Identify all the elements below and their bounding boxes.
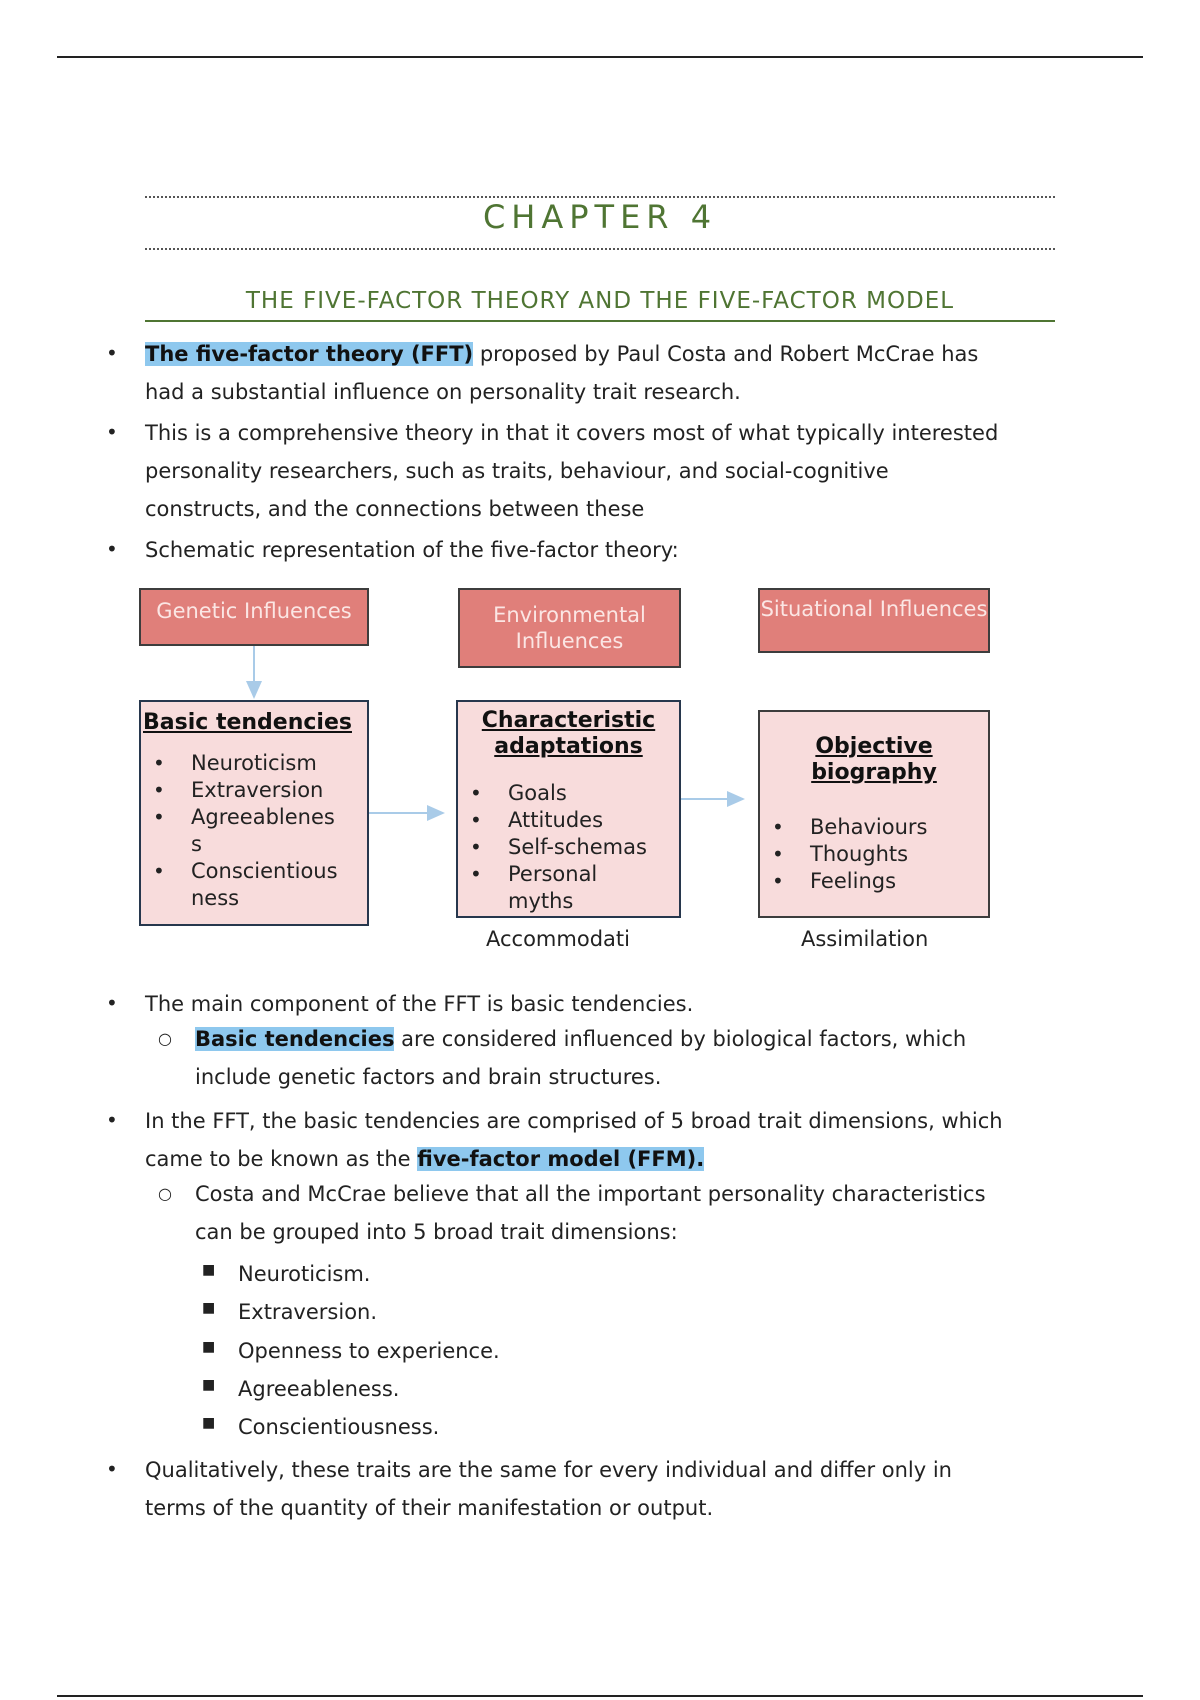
bullet-marker: • [106, 537, 118, 561]
environmental-influences-label: Environmental Influences [493, 603, 646, 653]
characteristic-adaptations-title: Characteristic adaptations [481, 708, 656, 759]
body-b3-line2: terms of the quantity of their manifestation or output. [145, 1496, 714, 1520]
bullet-marker: • [106, 420, 118, 444]
ffm-highlight: five-factor model (FFM). [417, 1147, 705, 1171]
intro-p1-line2: had a substantial influence on personality trait research. [145, 380, 741, 404]
body-sub-bullet-2 [195, 1175, 986, 1251]
square-bullet-marker: ■ [202, 1339, 216, 1355]
characteristic-adaptations-box [456, 700, 681, 918]
fft-highlight: The five-factor theory (FFT) [145, 342, 474, 366]
body-sub1-line2: include genetic factors and brain structures. [195, 1065, 662, 1089]
list-item: • Feelings [760, 868, 988, 895]
basic-tendencies-box [139, 700, 369, 926]
list-item: • Conscientious ness [141, 858, 341, 912]
list-item: • Goals [458, 780, 679, 807]
body-b2-line1: In the FFT, the basic tendencies are comprised of 5 broad trait dimensions, which [145, 1109, 1003, 1133]
body-sub2-line1: Costa and McCrae believe that all the important personality characteristics [195, 1182, 986, 1206]
bullet-marker: • [106, 341, 118, 365]
intro-paragraph-3: Schematic representation of the five-factor theory: [145, 538, 679, 562]
list-item: • Extraversion [141, 777, 367, 804]
chapter-heading: CHAPTER 4 [482, 198, 718, 236]
list-item: • Thoughts [760, 841, 988, 868]
assimilation-caption: Assimilation [801, 927, 929, 951]
bullet-marker: • [106, 1457, 118, 1481]
list-item: • Agreeablenes s [141, 804, 341, 858]
genetic-influences-label: Genetic Influences [156, 599, 352, 623]
basic-tendencies-highlight: Basic tendencies [195, 1027, 395, 1051]
square-bullet-marker: ■ [202, 1262, 216, 1278]
accommodation-caption: Accommodati [486, 927, 630, 951]
trait-item: Openness to experience. [238, 1339, 500, 1363]
list-item: • Self-schemas [458, 834, 679, 861]
trait-item: Extraversion. [238, 1300, 378, 1324]
list-item: • Behaviours [760, 814, 988, 841]
characteristic-adaptations-list [458, 780, 679, 915]
intro-p2-line1: This is a comprehensive theory in that it covers most of what typically interested [145, 421, 999, 445]
situational-influences-label: Situational Influences [760, 597, 988, 621]
body-sub-bullet-1 [195, 1020, 966, 1096]
body-b2-line2: came to be known as the [145, 1147, 418, 1171]
objective-biography-title: Objective biography [811, 734, 937, 785]
bullet-marker: • [106, 1108, 118, 1132]
page-bottom-rule [57, 1695, 1143, 1697]
sub-bullet-marker: ○ [158, 1029, 172, 1048]
square-bullet-marker: ■ [202, 1415, 216, 1431]
body-bullet-1: The main component of the FFT is basic tendencies. [145, 992, 694, 1016]
intro-p1-text: proposed by Paul Costa and Robert McCrae has [473, 342, 979, 366]
trait-item: Agreeableness. [238, 1377, 400, 1401]
bullet-marker: • [106, 991, 118, 1015]
list-item: • Neuroticism [141, 750, 367, 777]
list-item: • Attitudes [458, 807, 679, 834]
trait-item: Neuroticism. [238, 1262, 371, 1286]
basic-tendencies-list [141, 750, 367, 912]
list-item: • Personal myths [458, 861, 628, 915]
square-bullet-marker: ■ [202, 1300, 216, 1316]
body-bullet-3 [145, 1451, 952, 1527]
intro-p2-line3: constructs, and the connections between these [145, 497, 645, 521]
sub-bullet-marker: ○ [158, 1184, 172, 1203]
square-bullet-marker: ■ [202, 1377, 216, 1393]
body-sub1-text: are considered influenced by biological factors, which [394, 1027, 967, 1051]
objective-biography-list [760, 814, 988, 895]
body-bullet-2 [145, 1102, 1003, 1178]
objective-biography-box [758, 710, 990, 918]
basic-tendencies-title: Basic tendencies [143, 710, 352, 735]
body-sub2-line2: can be grouped into 5 broad trait dimensions: [195, 1220, 678, 1244]
body-b3-line1: Qualitatively, these traits are the same for every individual and differ only in [145, 1458, 952, 1482]
trait-item: Conscientiousness. [238, 1415, 440, 1439]
section-title: THE FIVE-FACTOR THEORY AND THE FIVE-FACTOR MODEL [245, 288, 955, 314]
intro-p2-line2: personality researchers, such as traits, behaviour, and social-cognitive [145, 459, 889, 483]
